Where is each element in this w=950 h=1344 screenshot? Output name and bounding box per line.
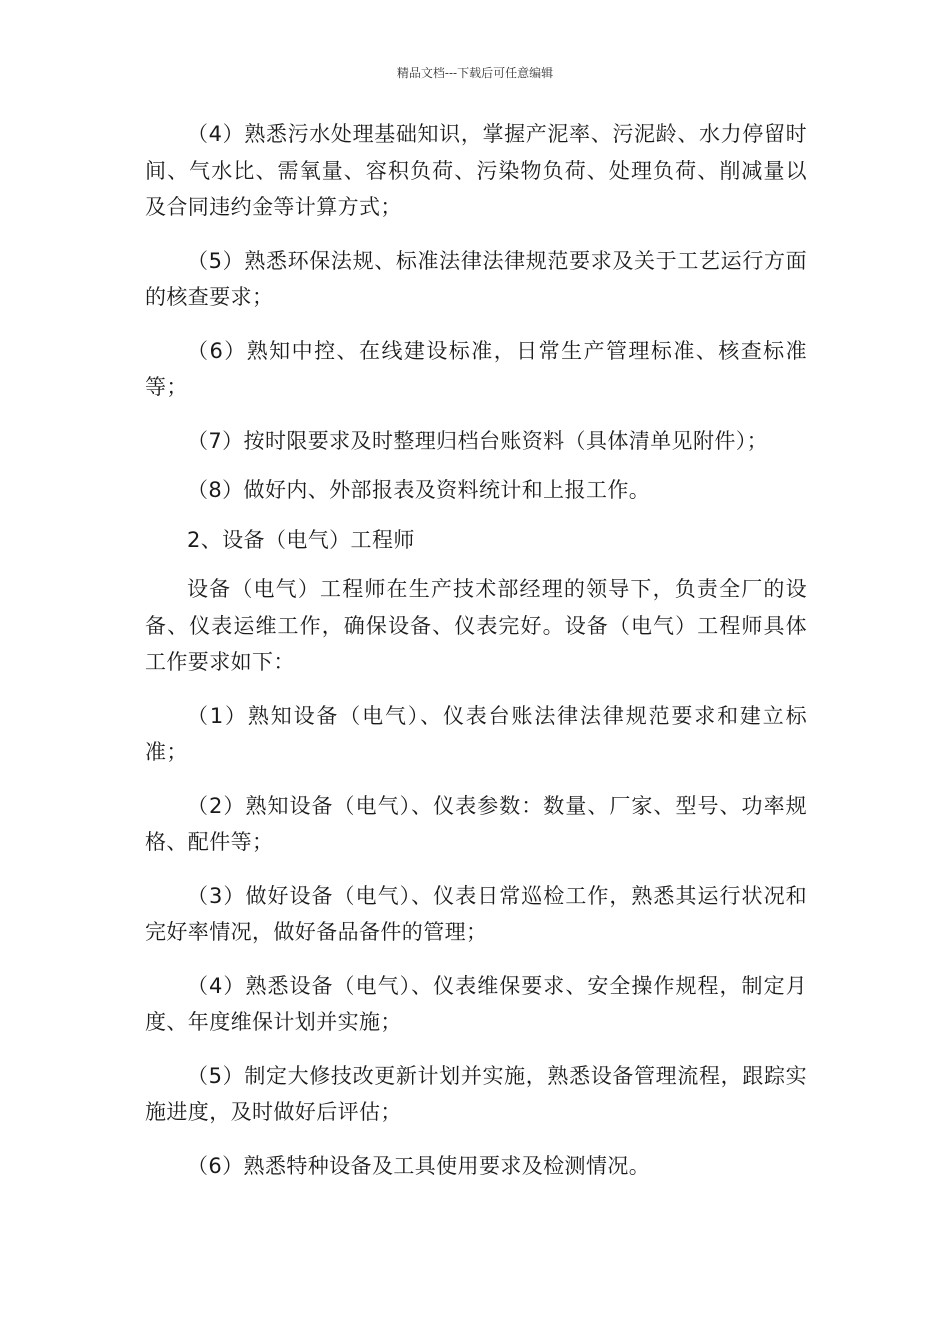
paragraph: （6）熟知中控、在线建设标准，日常生产管理标准、核查标准等； <box>145 338 807 399</box>
paragraph: （3）做好设备（电气）、仪表日常巡检工作，熟悉其运行状况和完好率情况，做好备品备件的管理； <box>145 883 807 944</box>
page-header: 精品文档---下载后可任意编辑 <box>396 66 554 80</box>
paragraph: （5）制定大修技改更新计划并实施，熟悉设备管理流程，跟踪实施进度，及时做好后评估； <box>145 1063 807 1124</box>
paragraph: （7）按时限要求及时整理归档台账资料（具体清单见附件）； <box>187 428 769 453</box>
paragraph: （4）熟悉污水处理基础知识，掌握产泥率、污泥龄、水力停留时间、气水比、需氧量、容积负荷、污染物负荷、处理负荷、削减量以及合同违约金等计算方式； <box>145 122 807 219</box>
paragraph: （5）熟悉环保法规、标准法律法律规范要求及关于工艺运行方面的核查要求； <box>145 248 807 309</box>
paragraph: （1）熟知设备（电气）、仪表台账法律法律规范要求和建立标准； <box>145 703 807 764</box>
paragraph: （2）熟知设备（电气）、仪表参数：数量、厂家、型号、功率规格、配件等； <box>145 793 807 854</box>
paragraph: 设备（电气）工程师在生产技术部经理的领导下，负责全厂的设备、仪表运维工作，确保设备、仪表完好。设备（电气）工程师具体工作要求如下： <box>145 577 807 674</box>
section-heading: 2、设备（电气）工程师 <box>187 527 415 552</box>
paragraph: （6）熟悉特种设备及工具使用要求及检测情况。 <box>187 1153 651 1178</box>
paragraph: （8）做好内、外部报表及资料统计和上报工作。 <box>187 478 651 502</box>
document-body <box>145 116 807 1201</box>
paragraph: （4）熟悉设备（电气）、仪表维保要求、安全操作规程，制定月度、年度维保计划并实施； <box>145 973 807 1034</box>
